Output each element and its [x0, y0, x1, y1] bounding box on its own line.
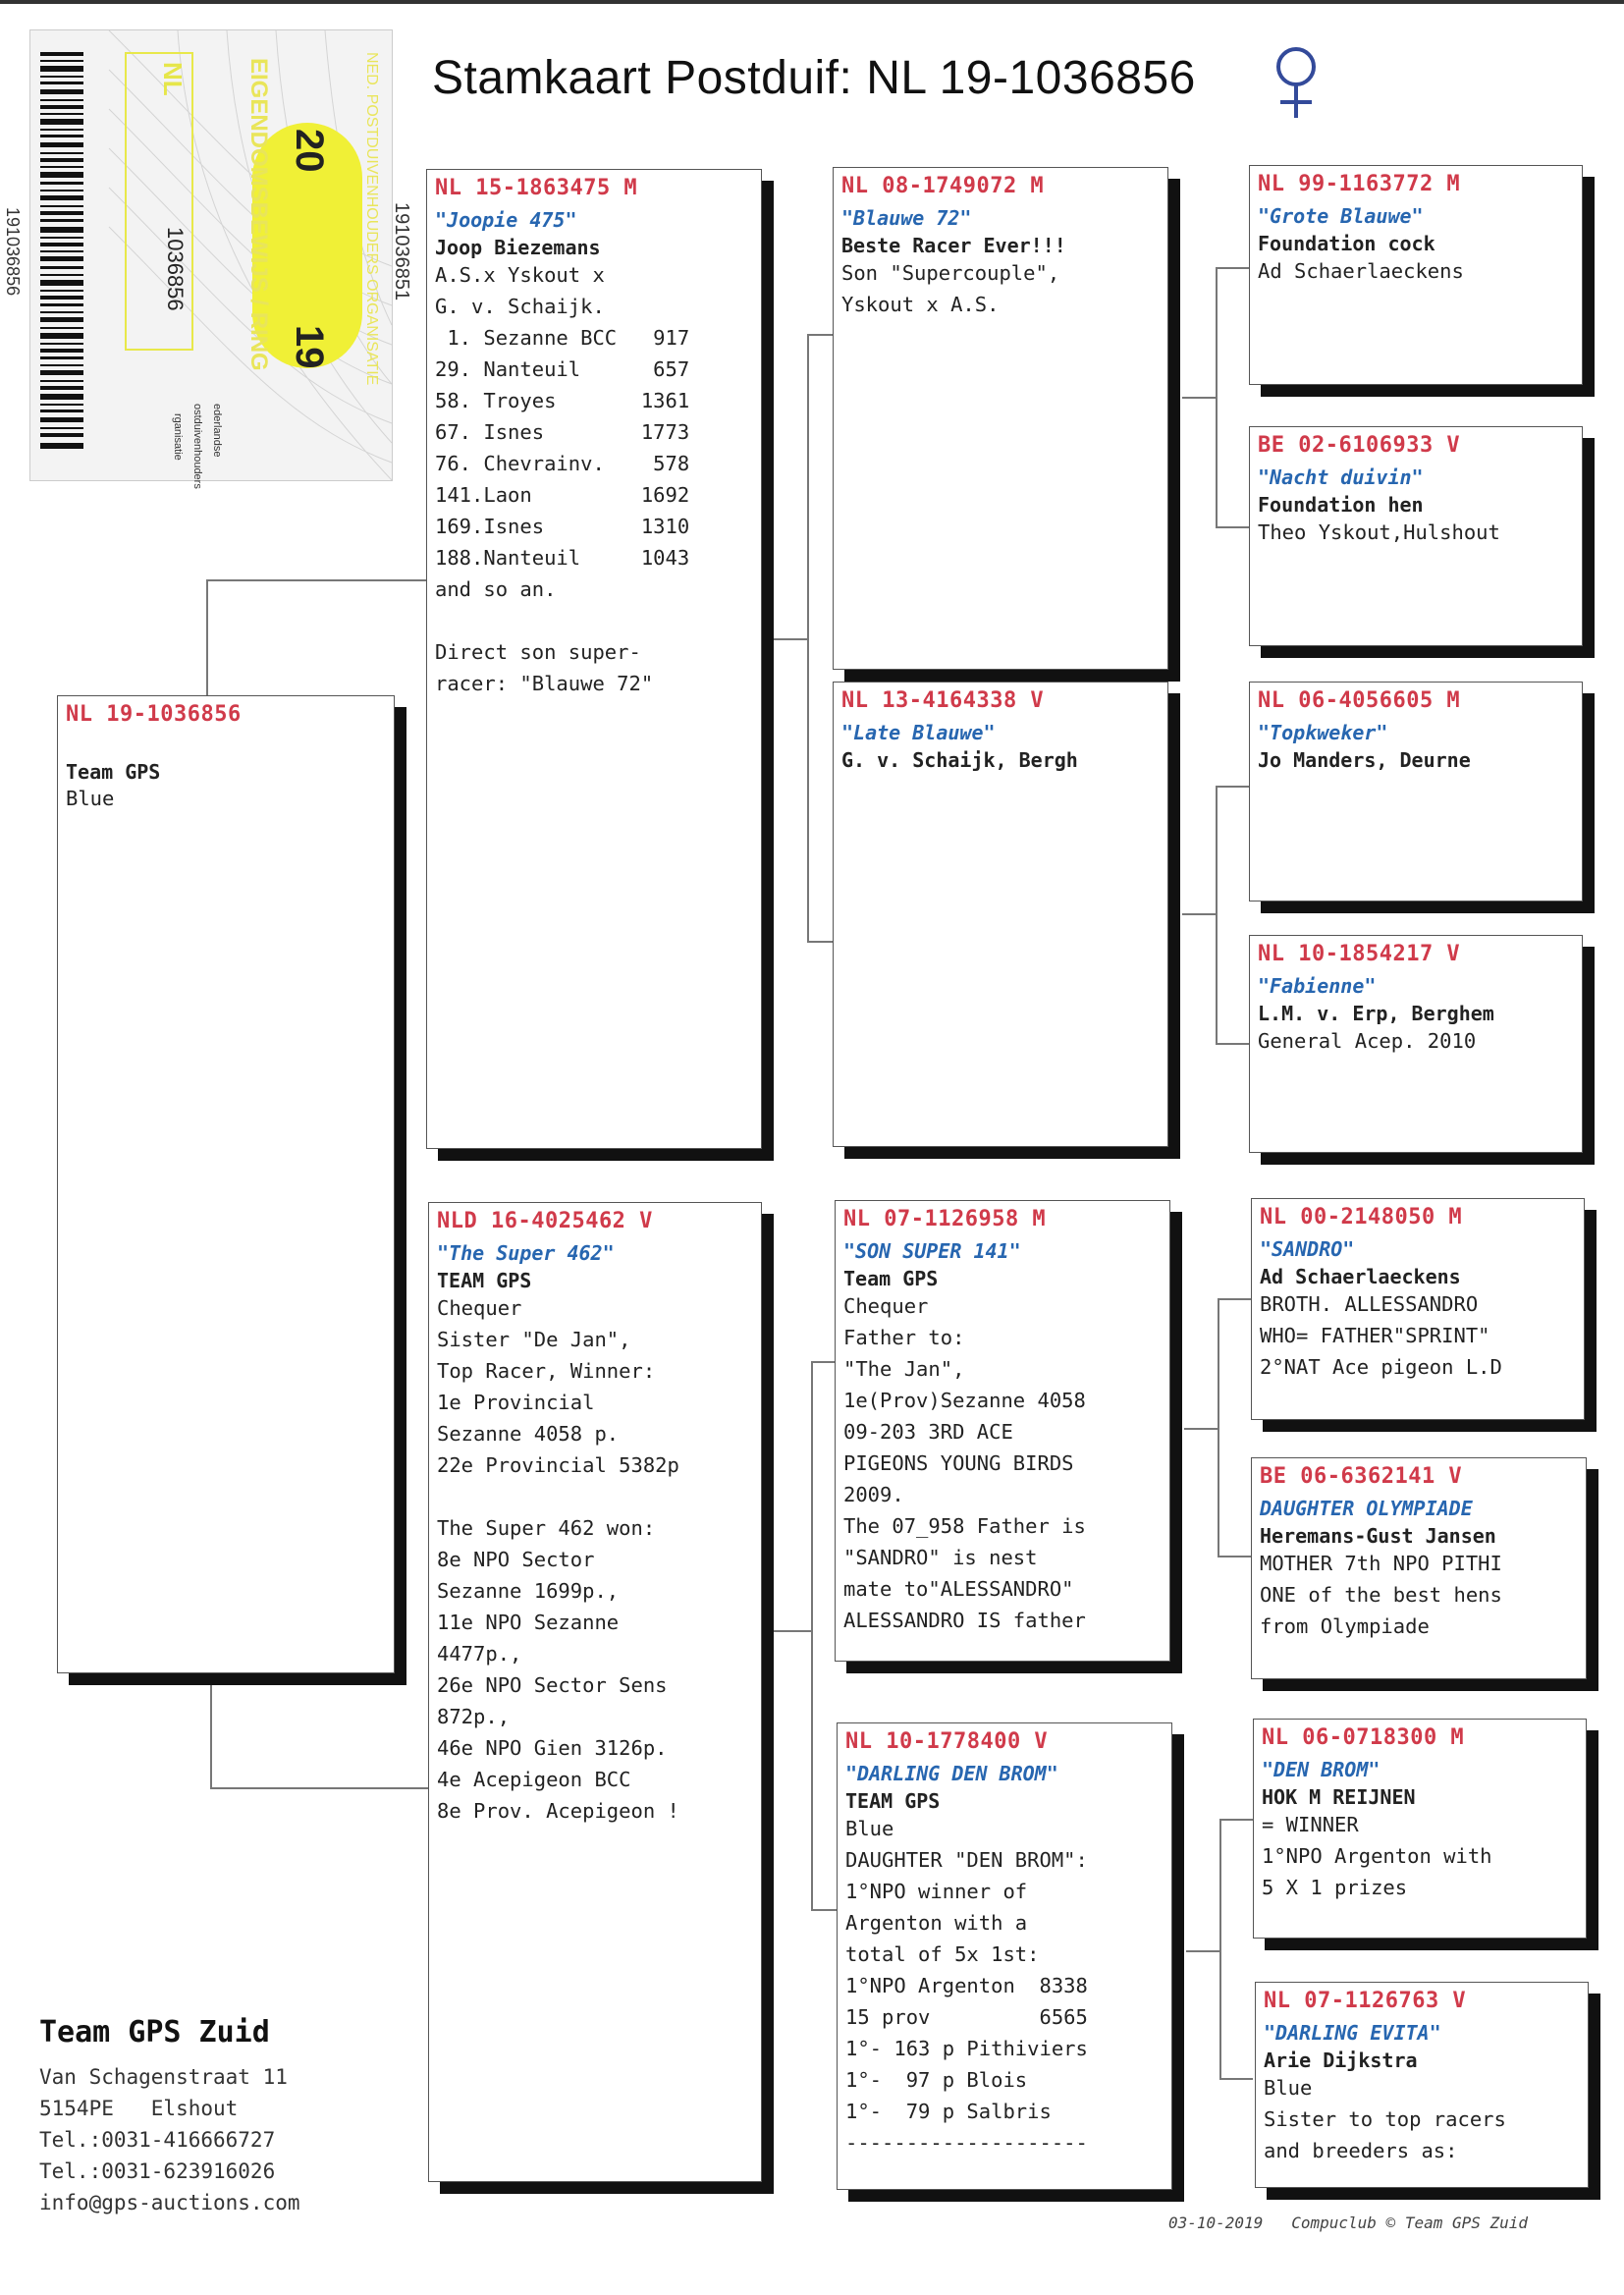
- pigeon-name: "DARLING EVITA": [1264, 2021, 1441, 2045]
- sds-card: [1249, 682, 1583, 902]
- connector: [1219, 2078, 1253, 2080]
- email-link[interactable]: info@gps-auctions.com: [39, 2191, 300, 2214]
- connector: [1182, 913, 1218, 915]
- connector: [1216, 267, 1249, 269]
- pigeon-name: "SON SUPER 141": [843, 1239, 1021, 1263]
- info-line: 1°NPO Argenton with: [1262, 1844, 1492, 1868]
- connector: [807, 941, 833, 943]
- info-line: PIGEONS YOUNG BIRDS: [843, 1451, 1074, 1475]
- side-number: 191036851: [391, 202, 412, 301]
- ring-number: BE 06-6362141 V: [1260, 1464, 1463, 1489]
- sire-sire-card: [833, 167, 1168, 670]
- sire-dam-card: [833, 682, 1168, 1147]
- connector: [206, 579, 426, 581]
- barcode-icon: [38, 52, 87, 453]
- pigeon-name: "The Super 462": [437, 1241, 615, 1265]
- info-line: "The Jan",: [843, 1357, 965, 1381]
- phone-line: Tel.:0031-416666727: [39, 2128, 276, 2152]
- info-line: Sister "De Jan",: [437, 1328, 631, 1351]
- date-credit: 03-10-2019 Compuclub © Team GPS Zuid: [1168, 2213, 1529, 2232]
- info-line: Sister to top racers: [1264, 2107, 1506, 2131]
- ring-number: NL 99-1163772 M: [1258, 172, 1461, 196]
- info-line: Ad Schaerlaeckens: [1258, 259, 1464, 283]
- phone-line: Tel.:0031-623916026: [39, 2159, 276, 2183]
- info-line: G. v. Schaijk.: [435, 295, 605, 318]
- info-line: 1e(Prov)Sezanne 4058: [843, 1389, 1086, 1412]
- loft-name: Team GPS Zuid: [39, 2015, 270, 2049]
- info-line: Yskout x A.S.: [841, 293, 1000, 316]
- info-line: total of 5x 1st:: [845, 1942, 1040, 1966]
- info-line: 2°NAT Ace pigeon L.D: [1260, 1355, 1502, 1379]
- breeder: Ad Schaerlaeckens: [1260, 1265, 1461, 1288]
- info-lines: [1260, 1288, 1576, 1383]
- info-line: ONE of the best hens: [1260, 1583, 1502, 1607]
- ring-number: NL 10-1778400 V: [845, 1729, 1049, 1754]
- info-line: 2009.: [843, 1483, 904, 1506]
- connector: [807, 334, 833, 336]
- info-line: 141.Laon 1692: [435, 483, 690, 507]
- ddd-card: [1255, 1982, 1589, 2188]
- info-line: DAUGHTER "DEN BROM":: [845, 1848, 1088, 1872]
- certificate-number: 1036856: [163, 227, 188, 311]
- barcode-number: 191036856: [3, 207, 23, 297]
- pigeon-name: "DEN BROM": [1262, 1758, 1380, 1781]
- connector: [210, 1787, 430, 1789]
- info-line: Direct son super-: [435, 640, 641, 664]
- ssd-card: [1249, 426, 1583, 646]
- breeder: TEAM GPS: [437, 1269, 532, 1292]
- subject-card: [57, 695, 395, 1673]
- info-line: The Super 462 won:: [437, 1516, 656, 1540]
- female-symbol-icon: [1267, 43, 1326, 122]
- info-line: [435, 605, 753, 636]
- info-line: ALESSANDRO IS father: [843, 1609, 1086, 1632]
- info-lines: [845, 1813, 1164, 2158]
- info-lines: [1264, 2072, 1580, 2166]
- top-rule: [0, 0, 1624, 4]
- connector: [766, 638, 809, 640]
- info-lines: [843, 1290, 1162, 1636]
- info-line: Blue: [1264, 2076, 1313, 2100]
- sss-card: [1249, 165, 1583, 385]
- ring-number: NL 13-4164338 V: [841, 688, 1045, 713]
- ring-text: EIGENDOMSBEWIJS / RING: [245, 58, 272, 371]
- info-line: 8e NPO Sector: [437, 1548, 595, 1571]
- info-line: 58. Troyes 1361: [435, 389, 690, 412]
- breeder: Foundation hen: [1258, 493, 1424, 517]
- info-line: A.S.x Yskout x: [435, 263, 605, 287]
- info-lines: [841, 257, 1160, 320]
- info-line: Blue: [845, 1817, 894, 1840]
- ring-number: NL 00-2148050 M: [1260, 1205, 1463, 1229]
- info-line: from Olympiade: [1260, 1614, 1430, 1638]
- breeder: Arie Dijkstra: [1264, 2049, 1418, 2072]
- ring-number: NL 10-1854217 V: [1258, 942, 1461, 966]
- info-line: 29. Nanteuil 657: [435, 357, 690, 381]
- info-line: 09-203 3RD ACE: [843, 1420, 1013, 1444]
- info-lines: [1262, 1809, 1578, 1903]
- breeder: Joop Biezemans: [435, 236, 601, 259]
- pigeon-name: "Grote Blauwe": [1258, 204, 1424, 228]
- info-lines: [435, 259, 753, 699]
- nl-label: NL: [158, 62, 188, 96]
- info-line: 1°NPO winner of: [845, 1880, 1028, 1903]
- pigeon-name: "DARLING DEN BROM": [845, 1762, 1058, 1785]
- info-line: 188.Nanteuil 1043: [435, 546, 690, 570]
- connector: [1216, 1043, 1249, 1045]
- breeder: G. v. Schaijk, Bergh: [841, 748, 1078, 772]
- info-line: WHO= FATHER"SPRINT": [1260, 1324, 1490, 1347]
- info-line: Chequer: [437, 1296, 522, 1320]
- connector: [1182, 397, 1218, 399]
- info-line: Son "Supercouple",: [841, 261, 1060, 285]
- year-b: 19: [288, 325, 331, 369]
- info-line: 1°- 79 p Salbris: [845, 2100, 1052, 2123]
- info-line: Argenton with a: [845, 1911, 1028, 1935]
- page-title: Stamkaart Postduif: NL 19-1036856: [432, 52, 1196, 104]
- info-line: Father to:: [843, 1326, 965, 1349]
- breeder: Beste Racer Ever!!!: [841, 234, 1066, 257]
- ring-number: NLD 16-4025462 V: [437, 1209, 653, 1233]
- pigeon-name: "Nacht duivin": [1258, 465, 1424, 489]
- info-line: 4477p.,: [437, 1642, 522, 1666]
- npo-line-a: ederlandse: [211, 404, 223, 458]
- breeder: Team GPS: [843, 1267, 939, 1290]
- info-line: 5 X 1 prizes: [1262, 1876, 1408, 1899]
- info-line: 76. Chevrainv. 578: [435, 452, 690, 475]
- dds-card: [1253, 1719, 1587, 1939]
- info-lines: [437, 1292, 753, 1827]
- pigeon-name: DAUGHTER OLYMPIADE: [1260, 1497, 1473, 1520]
- ring-number: NL 06-4056605 M: [1258, 688, 1461, 713]
- address-line: 5154PE Elshout: [39, 2097, 239, 2120]
- pigeon-name: "Joopie 475": [435, 208, 577, 232]
- info-line: 22e Provincial 5382p: [437, 1453, 679, 1477]
- info-line: General Acep. 2010: [1258, 1029, 1477, 1053]
- ring-number: NL 15-1863475 M: [435, 176, 638, 200]
- npo-line-b: ostduivenhouders: [191, 404, 203, 489]
- info-line: 15 prov 6565: [845, 2005, 1088, 2029]
- info-line: 1. Sezanne BCC 917: [435, 326, 690, 350]
- dsd-card: [1251, 1457, 1587, 1679]
- info-line: [437, 1481, 753, 1512]
- info-line: = WINNER: [1262, 1813, 1359, 1836]
- connector: [1218, 1556, 1251, 1557]
- info-line: Top Racer, Winner:: [437, 1359, 656, 1383]
- info-line: --------------------: [845, 2131, 1088, 2155]
- pigeon-name: "Fabienne": [1258, 974, 1377, 998]
- sire-card: [426, 169, 762, 1149]
- info-line: racer: "Blauwe 72": [435, 672, 654, 695]
- connector: [1216, 786, 1249, 788]
- breeder: Jo Manders, Deurne: [1258, 748, 1471, 772]
- info-line: "SANDRO" is nest: [843, 1546, 1038, 1569]
- year-a: 20: [288, 129, 331, 173]
- info-line: 872p.,: [437, 1705, 511, 1728]
- info-line: and breeders as:: [1264, 2139, 1458, 2162]
- npo-line-c: rganisatie: [172, 413, 184, 461]
- color: Blue: [66, 787, 115, 810]
- connector: [1219, 1819, 1253, 1821]
- info-line: 169.Isnes 1310: [435, 515, 690, 538]
- info-line: The 07_958 Father is: [843, 1514, 1086, 1538]
- info-line: Chequer: [843, 1294, 929, 1318]
- info-line: 67. Isnes 1773: [435, 420, 690, 444]
- breeder: Foundation cock: [1258, 232, 1435, 255]
- ring-number: BE 02-6106933 V: [1258, 433, 1461, 458]
- info-line: 1e Provincial: [437, 1391, 595, 1414]
- connector: [1218, 1298, 1251, 1300]
- connector: [1184, 1428, 1219, 1430]
- info-lines: [1260, 1548, 1578, 1642]
- info-line: 4e Acepigeon BCC: [437, 1768, 631, 1791]
- dam-sire-card: [835, 1200, 1170, 1662]
- connector: [1219, 1819, 1221, 2080]
- info-line: Theo Yskout,Hulshout: [1258, 520, 1500, 544]
- info-line: 26e NPO Sector Sens: [437, 1673, 668, 1697]
- ring-number: NL 06-0718300 M: [1262, 1725, 1465, 1750]
- info-line: MOTHER 7th NPO PITHI: [1260, 1552, 1502, 1575]
- ring-number: NL 07-1126763 V: [1264, 1989, 1467, 2013]
- pigeon-name: "Topkweker": [1258, 721, 1388, 744]
- connector: [1216, 786, 1218, 1045]
- connector: [1216, 526, 1249, 528]
- pigeon-name: "SANDRO": [1260, 1237, 1355, 1261]
- dam-dam-card: [837, 1722, 1172, 2190]
- connector: [811, 1909, 837, 1911]
- ring-certificate: [3, 29, 393, 489]
- pigeon-name: "Blauwe 72": [841, 206, 972, 230]
- info-lines: [1258, 1025, 1574, 1057]
- info-line: Sezanne 4058 p.: [437, 1422, 620, 1446]
- info-line: and so an.: [435, 577, 557, 601]
- info-line: Sezanne 1699p.,: [437, 1579, 620, 1603]
- info-line: 1°- 163 p Pithiviers: [845, 2037, 1088, 2060]
- ring-number: NL 07-1126958 M: [843, 1207, 1047, 1231]
- pigeon-name: "Late Blauwe": [841, 721, 996, 744]
- org-text: NED. POSTDUIVENHOUDERS ORGANISATIE: [363, 52, 380, 386]
- dam-card: [428, 1202, 762, 2182]
- info-line: 8e Prov. Acepigeon !: [437, 1799, 679, 1823]
- info-line: mate to"ALESSANDRO": [843, 1577, 1074, 1601]
- connector: [766, 1630, 813, 1632]
- dss-card: [1251, 1198, 1585, 1420]
- address-line: Van Schagenstraat 11: [39, 2065, 288, 2089]
- info-lines: [1258, 255, 1574, 287]
- connector: [210, 1679, 212, 1787]
- connector: [1186, 1950, 1221, 1952]
- info-lines: [1258, 517, 1574, 548]
- info-line: 46e NPO Gien 3126p.: [437, 1736, 668, 1760]
- ring-number: NL 19-1036856: [66, 702, 242, 727]
- sdd-card: [1249, 935, 1583, 1153]
- breeder-contact: [39, 2015, 300, 2218]
- info-line: 11e NPO Sezanne: [437, 1611, 620, 1634]
- breeder: Team GPS: [66, 760, 161, 784]
- connector: [811, 1361, 837, 1363]
- info-line: 1°NPO Argenton 8338: [845, 1974, 1088, 1997]
- connector: [206, 579, 208, 699]
- breeder: Heremans-Gust Jansen: [1260, 1524, 1496, 1548]
- breeder: HOK M REIJNEN: [1262, 1785, 1416, 1809]
- breeder: TEAM GPS: [845, 1789, 941, 1813]
- connector: [811, 1361, 813, 1911]
- breeder: L.M. v. Erp, Berghem: [1258, 1002, 1494, 1025]
- info-line: BROTH. ALLESSANDRO: [1260, 1292, 1479, 1316]
- info-line: 1°- 97 p Blois: [845, 2068, 1028, 2092]
- ring-number: NL 08-1749072 M: [841, 174, 1045, 198]
